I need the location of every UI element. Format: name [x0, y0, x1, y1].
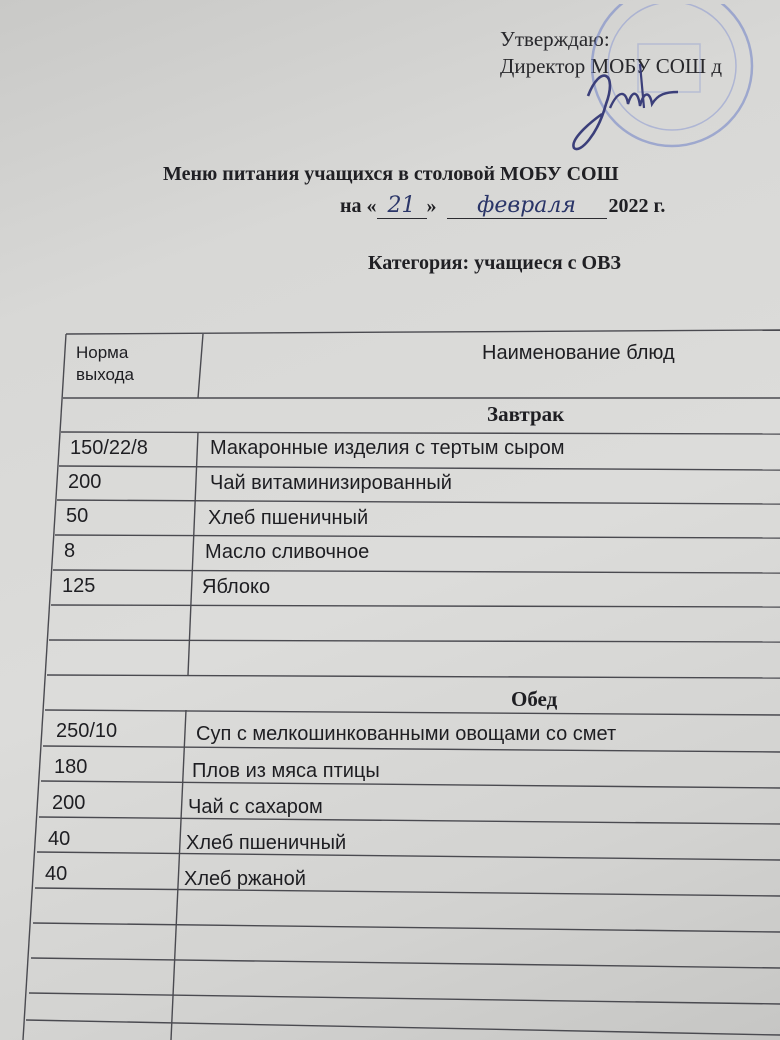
- date-day: 21: [377, 193, 427, 219]
- table-row-norm: 50: [66, 505, 89, 527]
- table-row-name: Яблоко: [202, 576, 271, 598]
- date-year: 2022 г.: [608, 195, 666, 217]
- col-header-norm: [76, 342, 134, 386]
- table-row-norm: 250/10: [56, 720, 118, 742]
- table-row-name: Хлеб пшеничный: [186, 832, 347, 854]
- table-row-name: Плов из мяса птицы: [192, 760, 380, 782]
- section-lunch: Обед: [511, 687, 558, 711]
- table-row-name: Суп с мелкошинкованными овощами со смет: [196, 723, 617, 745]
- table-row-norm: 180: [54, 756, 88, 778]
- category-label: Категория: учащиеся с ОВЗ: [368, 252, 621, 274]
- menu-title: Меню питания учащихся в столовой МОБУ СОШ: [163, 163, 619, 185]
- table-row-name: Чай витаминизированный: [210, 472, 452, 494]
- col-header-norm-line2: выхода: [76, 365, 135, 384]
- table-row-name: Хлеб пшеничный: [208, 507, 369, 529]
- table-row-name: Хлеб ржаной: [184, 868, 306, 890]
- director-line: Директор МОБУ СОШ д: [500, 54, 723, 78]
- table-row-norm: 200: [68, 471, 102, 493]
- section-breakfast: Завтрак: [487, 402, 565, 426]
- table-row-norm: 200: [52, 792, 86, 814]
- date-month: февраля: [447, 193, 607, 219]
- table-row-norm: 40: [48, 828, 71, 850]
- date-quote: »: [426, 195, 437, 217]
- col-header-name: Наименование блюд: [482, 342, 675, 364]
- table-row-norm: 8: [64, 540, 76, 562]
- col-header-norm-line1: Норма: [76, 343, 129, 362]
- approve-label: Утверждаю:: [500, 27, 610, 51]
- table-row-name: Макаронные изделия с тертым сыром: [210, 437, 565, 459]
- date-prefix: на «: [340, 195, 377, 217]
- table-row-norm: 125: [62, 575, 96, 597]
- table-row-name: Чай с сахаром: [188, 796, 323, 818]
- table-row-norm: 150/22/8: [70, 437, 148, 459]
- table-row-name: Масло сливочное: [205, 541, 370, 563]
- table-row-norm: 40: [45, 863, 68, 885]
